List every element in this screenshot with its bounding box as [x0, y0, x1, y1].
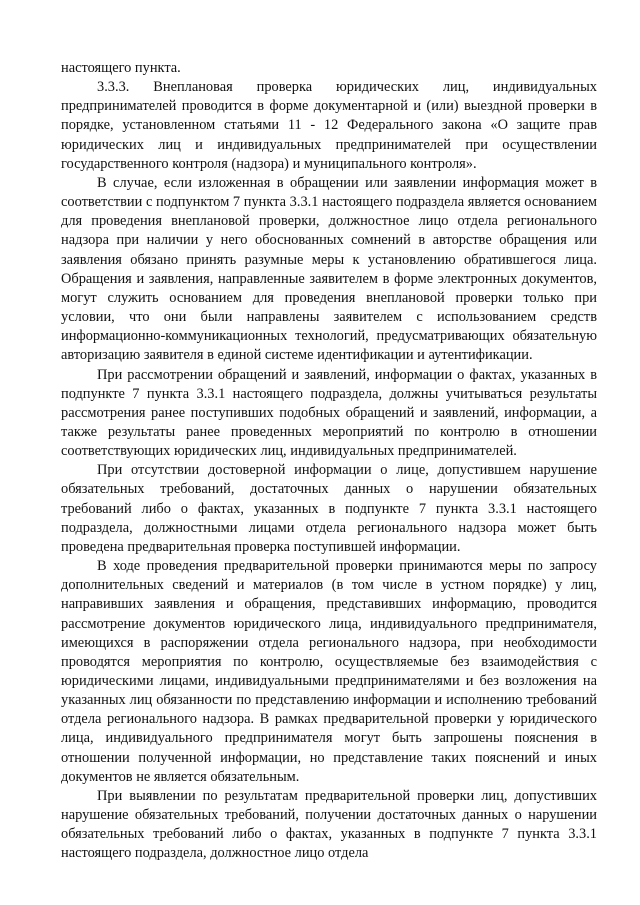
- paragraph-preliminary-check: При отсутствии достоверной информации о лице, допустившем нарушение обязательных требований, достаточных данных о нарушении обязательных требований либо о фактах, указанных в подпункте 7 пункта 3.3.1 настоящего подраздела, должностными лицами отдела регионального надзора может быть проведена предварительная проверка поступившей информации.: [61, 462, 597, 555]
- paragraph-3-3-3: 3.3.3. Внеплановая проверка юридических лиц, индивидуальных предпринимателей проводится в форме документарной и (или) выездной проверки в порядке, установленном статьями 11 - 12 Федерального закона «О защите прав юридических лиц и индивидуальных предпринимателей при осуществлении государственного контроля (надзора) и муниципального контроля».: [61, 79, 597, 172]
- document-body: [61, 59, 597, 864]
- paragraph-continuation: настоящего пункта.: [61, 60, 181, 76]
- paragraph-authorship-doubts: В случае, если изложенная в обращении или заявлении информация может в соответствии с подпунктом 7 пункта 3.3.1 настоящего подраздела является основанием для проведения внеплановой проверки, должностное лицо отдела регионального надзора при наличии у него обоснованных сомнений в авторстве обращения или заявления обязано принять разумные меры к установлению обратившегося лица. Обращения и заявления, направленные заявителем в форме электронных документов, могут служить основанием для проведения внеплановой проверки только при условии, что они были направлены заявителем с использованием средств информационно-коммуникационных технологий, предусматривающих обязательную авторизацию заявителя в единой системе идентификации и аутентификации.: [61, 174, 597, 364]
- paragraph-violation-detected: При выявлении по результатам предварительной проверки лиц, допустивших нарушение обязательных требований, получении достаточных данных о нарушении обязательных требований либо о фактах, указанных в подпункте 7 пункта 3.3.1 настоящего подраздела, должностное лицо отдела: [61, 787, 597, 862]
- paragraph-preliminary-check-measures: В ходе проведения предварительной проверки принимаются меры по запросу дополнительных сведений и материалов (в том числе в устном порядке) у лиц, направивших заявления и обращения, представивших информацию, проводится рассмотрение документов юридического лица, индивидуального предпринимателя, имеющихся в распоряжении отдела регионального надзора, при необходимости проводятся мероприятия по контролю, осуществляемые без взаимодействия с юридическими лицами, индивидуальными предпринимателями и без возложения на указанных лиц обязанности по представлению информации и исполнению требований отдела регионального надзора. В рамках предварительной проверки у юридического лица, индивидуального предпринимателя могут быть запрошены пояснения в отношении полученной информации, но представление таких пояснений и иных документов не является обязательным.: [61, 558, 597, 785]
- paragraph-review-considerations: При рассмотрении обращений и заявлений, информации о фактах, указанных в подпункте 7 пункта 3.3.1 настоящего подраздела, должны учитываться результаты рассмотрения ранее поступивших подобных обращений и заявлений, информации, а также результаты ранее проведенных мероприятий по контролю в отношении соответствующих юридических лиц, индивидуальных предпринимателей.: [61, 366, 597, 460]
